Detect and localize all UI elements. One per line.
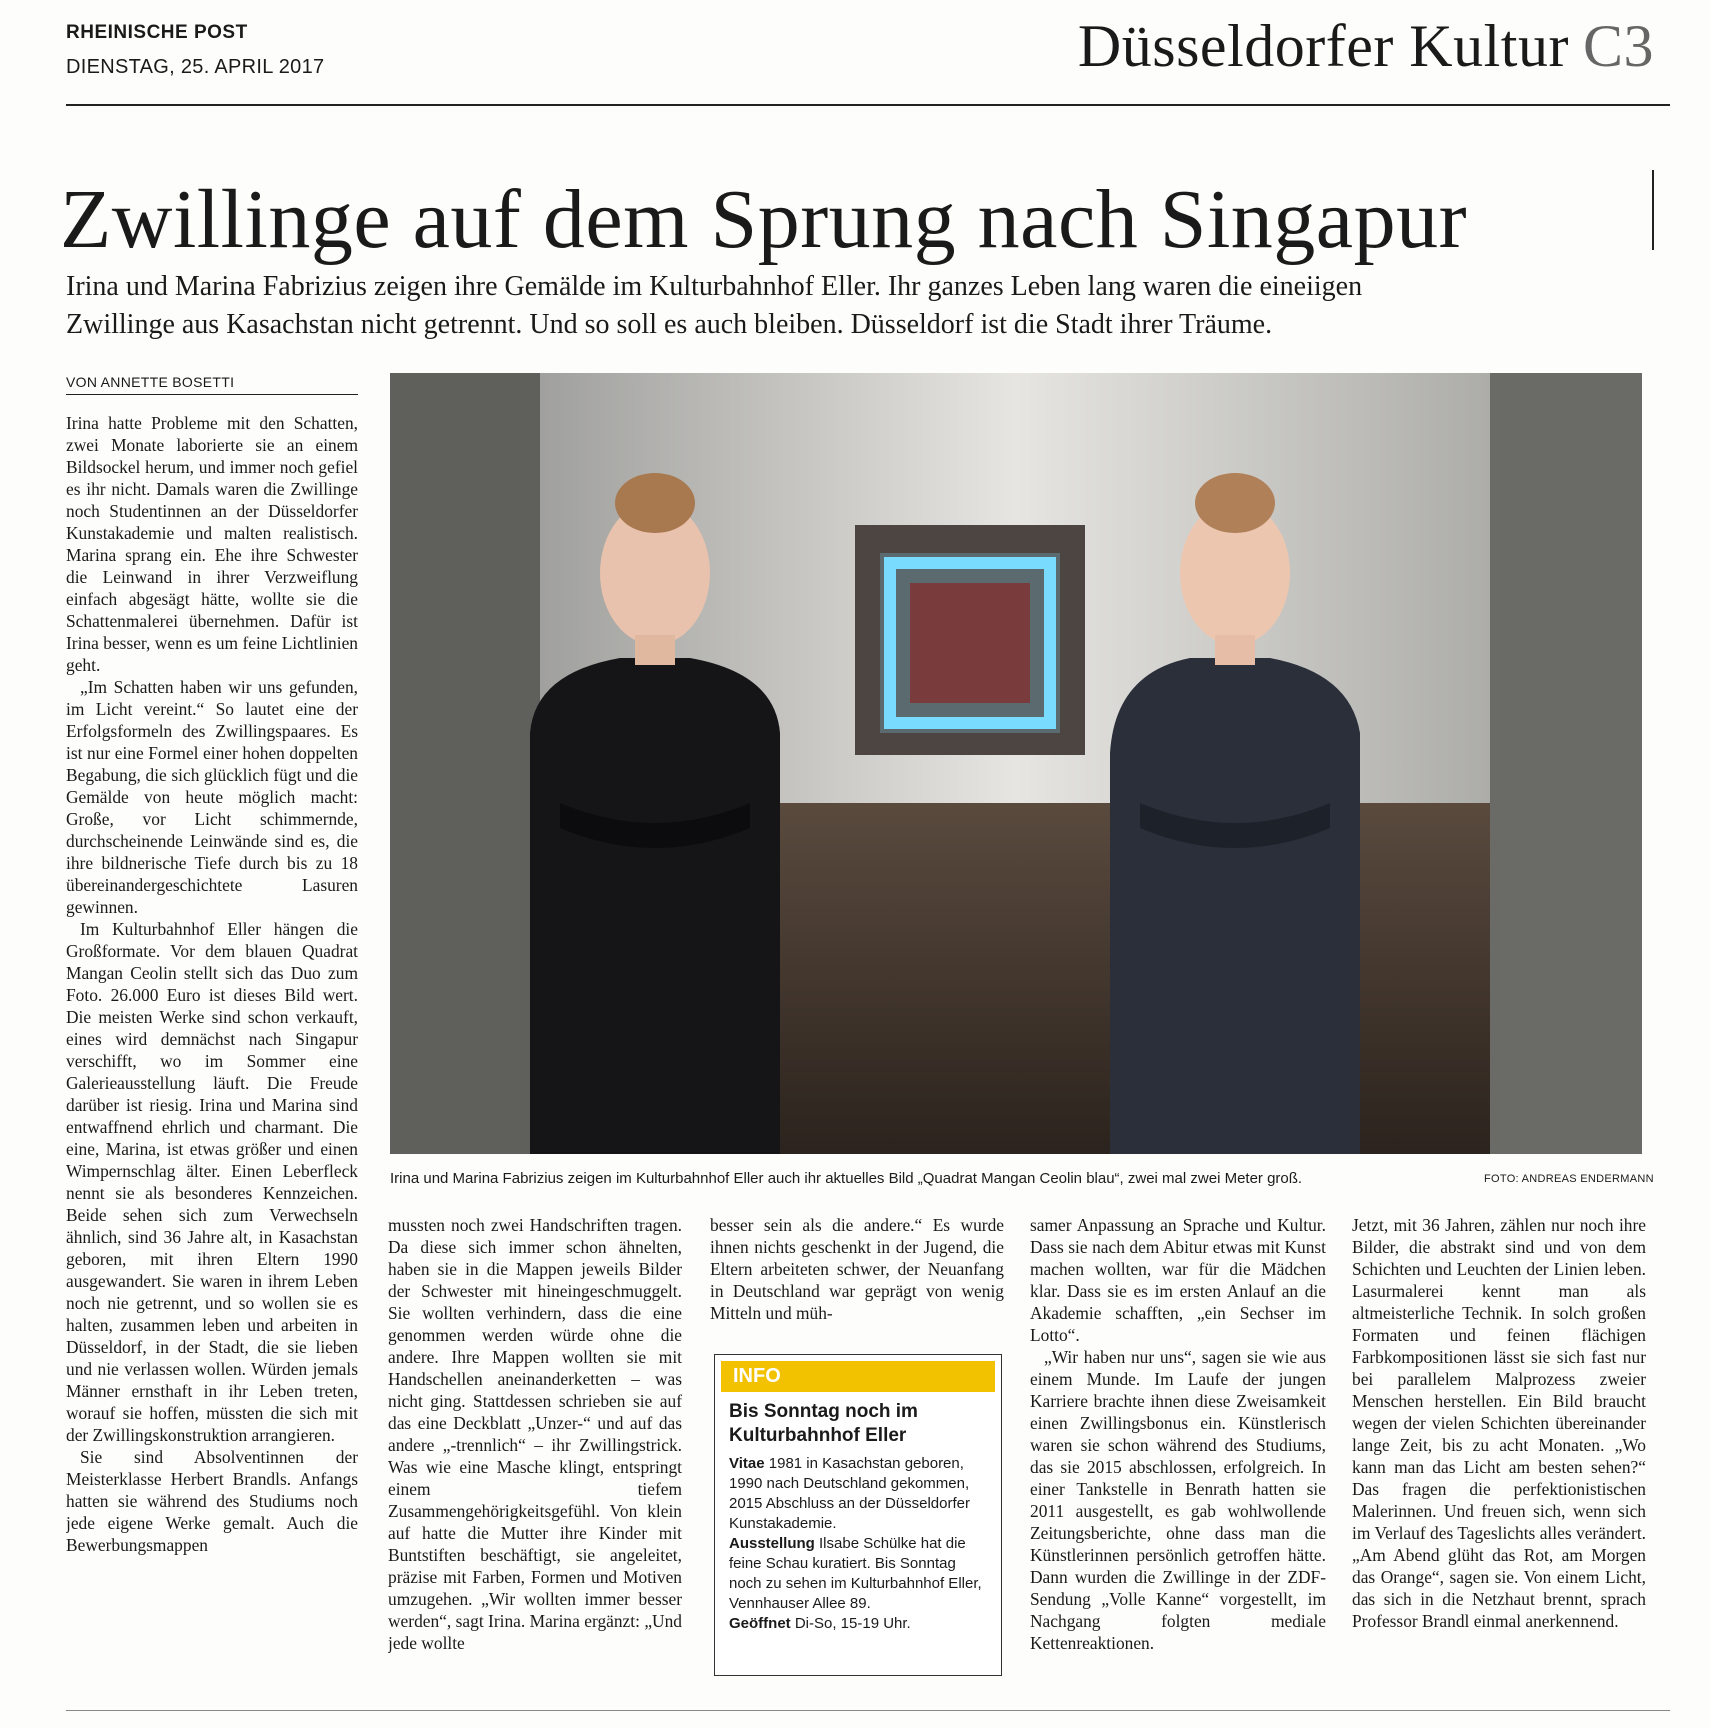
photo-credit: FOTO: ANDREAS ENDERMANN [1484,1173,1654,1185]
masthead-rule [66,104,1670,106]
paragraph: besser sein als die andere.“ Es wurde ihnen nichts geschenkt in der Jugend, die Eltern arbeiteten schwer, der Neuanfang in Deutschland war geprägt von wenig Mitteln und müh- [710,1215,1004,1323]
section-title [1078,12,1654,81]
photo-caption: Irina und Marina Fabrizius zeigen im Kulturbahnhof Eller auch ihr aktuelles Bild „Quadrat Mangan Ceolin blau“, zwei mal zwei Meter groß. [390,1170,1303,1187]
info-entry [729,1534,987,1614]
article-column-2 [388,1214,682,1714]
info-box [714,1354,1002,1676]
info-entry [729,1454,987,1534]
info-label: Vitae [729,1455,765,1472]
deck [66,268,1626,344]
info-label: Ausstellung [729,1535,815,1552]
paragraph: Im Kulturbahnhof Eller hängen die Großformate. Vor dem blauen Quadrat Mangan Ceolin stellt sich das Duo zum Foto. 26.000 Euro ist dieses Bild wert. Die meisten Werke sind schon verkauft, eines wird demnächst nach Singapur verschifft, wo im Sommer eine Galerieausstellung läuft. Die Freude darüber ist riesig. Irina und Marina sind entwaffnend ehrlich und charmant. Die eine, Marina, ist etwas größer und einen Wimpernschlag älter. Einen Leberfleck nennt sie als besonderes Kennzeichen. Beide sehen sich zum Verwechseln ähnlich, sind 36 Jahre alt, in Kasachstan geboren, mit ihren Eltern 1990 ausgewandert. Sie waren in ihrem Leben noch nie getrennt, und so wollen sie es halten, zusammen leben und arbeiten in Düsseldorf, in der Stadt, die sie lieben und nie verlassen wollen. Würden jemals Männer ernsthaft in ihr Leben treten, worauf sie hoffen, müssten die sich mit der Zwillingskonstruktion arrangieren. [66,919,358,1445]
paragraph: mussten noch zwei Handschriften tragen. Da diese sich immer schon ähnelten, haben sie in die Mappen jeweils Bilder der Schwester mit hineingeschmuggelt. Sie wollten verhindern, dass die eine genommen werden würde ohne die andere. Ihre Mappen wollten sie mit Handschellen aneinanderketten – was nicht ging. Stattdessen schrieben sie auf das eine Deckblatt „Unzer-“ und auf das andere „-trennlich“ – ihr Zwillingstrick. Was wie eine Masche klingt, entspringt einem tiefem Zusammengehörigkeitsgefühl. Von klein auf hatte die Mutter ihre Kinder mit Buntstiften beschäftigt, sie angeleitet, präzise mit Farben, Formen und Motiven umzugehen. „Wir wollten immer besser werden“, sagt Irina. Marina ergänzt: „Und jede wollte [388,1215,682,1653]
painting-quadrat [855,525,1085,755]
paragraph: „Im Schatten haben wir uns gefunden, im Licht vereint.“ So lautet eine der Erfolgsformeln des Zwillingspaares. Es ist nur eine Formel einer hohen doppelten Begabung, die sich glücklich fügt und die Gemälde von heute möglich macht: Große, vor Licht schimmernde, durchscheinende Leinwände sind es, die ihre bildnerische Tiefe durch bis zu 18 übereinandergeschichtete Lasuren gewinnen. [66,677,358,917]
info-body [715,1454,1001,1634]
info-label: Geöffnet [729,1615,791,1632]
issue-date: DIENSTAG, 25. APRIL 2017 [66,56,325,78]
deck-line: Zwillinge aus Kasachstan nicht getrennt. Und so soll es auch bleiben. Düsseldorf ist die Stadt ihrer Träume. [66,309,1273,340]
deck-line: Irina und Marina Fabrizius zeigen ihre Gemälde im Kulturbahnhof Eller. Ihr ganzes Leben lang waren die eineiigen [66,271,1363,302]
page-number: C3 [1582,13,1654,79]
byline: VON ANNETTE BOSETTI [66,374,358,395]
paragraph: samer Anpassung an Sprache und Kultur. Dass sie nach dem Abitur etwas mit Kunst machen wollten, war für die Mädchen klar. Dass sie es im ersten Anlauf an die Akademie schafften, „ein Sechser im Lotto“. [1030,1215,1326,1345]
info-text: 1981 in Kasachstan geboren, 1990 nach Deutschland gekommen, 2015 Abschluss an der Düsseldorfer Kunstakademie. [729,1455,970,1532]
article-column-1 [66,412,358,1712]
info-text: Ilsabe Schülke hat die feine Schau kuratiert. Bis Sonntag noch zu sehen im Kulturbahnhof Eller, Vennhauser Allee 89. [729,1535,982,1612]
info-tag: INFO [721,1361,995,1392]
article-column-4 [1030,1214,1326,1714]
info-entry [729,1614,987,1634]
paragraph: Sie sind Absolventinnen der Meisterklasse Herbert Brandls. Anfangs hatten sie während des Studiums noch jede eigene Werke gemalt. Auch die Bewerbungsmappen [66,1447,358,1555]
info-text: Di-So, 15-19 Uhr. [794,1615,911,1632]
page-bottom-rule [66,1710,1670,1711]
paragraph: „Wir haben nur uns“, sagen sie wie aus einem Munde. Im Laufe der jungen Karriere brachte ihnen diese Zweisamkeit einen Zwillingsbonus ein. Künstlerisch waren sie schon während des Studiums, das sie 2015 abschlossen, erfolgreich. In einer Tankstelle in Benrath hatten sie 2011 ausgestellt, es gab wohlwollende Zeitungsberichte, ohne dass man die Künstlerinnen persönlich getroffen hätte. Dann wurden die Zwillinge in der ZDF-Sendung „Volle Kanne“ vorgestellt, im Nachgang folgten mediale Kettenreaktionen. [1030,1347,1326,1653]
article-column-5 [1352,1214,1646,1714]
paragraph: Jetzt, mit 36 Jahren, zählen nur noch ihre Bilder, die abstrakt sind und von dem Schichten und Leuchten der Linien leben. Lasurmalerei kennt man als altmeisterliche Technik. In solch großen Formaten und feinen flächigen Farbkompositionen lässt sie sich fast nur bei parallelem Malprozess zweier Menschen herstellen. Ein Bild braucht wegen der vielen Schichten übereinander lange Zeit, bis zu acht Monaten. „Wo kann man das Licht am besten sehen?“ Das fragen die perfektionistischen Malerinnen. Und freuen sich, wenn sich im Verlauf des Tageslichts alles verändert. „Am Abend glüht das Rot, am Morgen das Orange“, sagen sie. Von einem Licht, das sich in die Netzhaut brennt, sprach Professor Brandl einmal anerkennend. [1352,1215,1646,1631]
paragraph: Irina hatte Probleme mit den Schatten, zwei Monate laborierte sie an einem Bildsockel herum, und immer noch gefiel es ihr nicht. Damals waren die Zwillinge noch Studentinnen an der Düsseldorfer Kunstakademie und malten realistisch. Marina sprang ein. Ehe ihre Schwester die Leinwand in ihrer Verzweiflung einfach abgesägt hätte, wollte sie die Schattenmalerei übernehmen. Dafür ist Irina besser, wenn es um feine Lichtlinien geht. [66,413,358,675]
info-title: Bis Sonntag noch im Kulturbahnhof Eller [729,1401,918,1446]
headline: Zwillinge auf dem Sprung nach Singapur [60,173,1468,266]
section-name: Düsseldorfer Kultur [1077,13,1569,79]
article-photo [390,373,1642,1154]
twins-photo-illustration [390,373,1642,1154]
newspaper-name: RHEINISCHE POST [66,22,248,43]
article-column-3 [710,1214,1004,1359]
